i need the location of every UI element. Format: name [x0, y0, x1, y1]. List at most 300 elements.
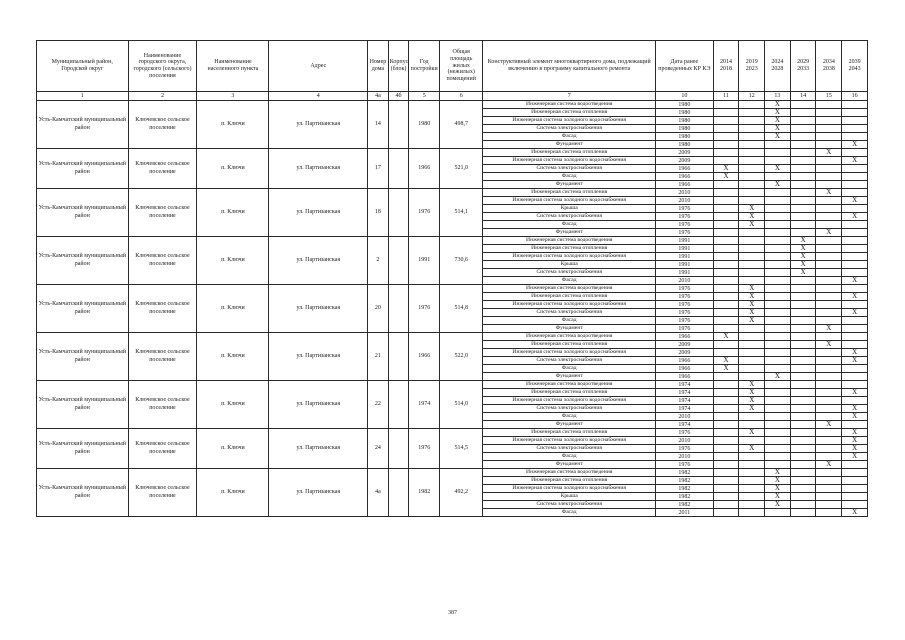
column-number: 16 [842, 92, 868, 101]
period-mark-cell [842, 461, 868, 469]
locality-cell: п. Ключи [197, 469, 269, 517]
kr-date-cell: 1966 [656, 181, 714, 189]
period-mark-cell [713, 141, 739, 149]
building-cell [388, 101, 409, 149]
period-mark-cell [739, 157, 765, 165]
col-header-address: Адрес [269, 41, 368, 92]
period-mark-cell [713, 301, 739, 309]
period-mark-cell [842, 269, 868, 277]
period-mark-cell: X [790, 261, 816, 269]
kr-date-cell: 1976 [656, 461, 714, 469]
build-year-cell: 1991 [409, 237, 440, 285]
period-mark-cell [816, 301, 842, 309]
kr-date-cell: 2010 [656, 453, 714, 461]
district-cell: Усть-Камчатский муниципальный район [37, 381, 129, 429]
period-mark-cell [790, 157, 816, 165]
col-header-period: 2029 2033 [790, 41, 816, 92]
period-mark-cell: X [790, 253, 816, 261]
kr-date-cell: 1974 [656, 389, 714, 397]
period-mark-cell: X [842, 405, 868, 413]
period-mark-cell [816, 109, 842, 117]
period-mark-cell [739, 509, 765, 517]
period-mark-cell [816, 125, 842, 133]
period-mark-cell: X [739, 317, 765, 325]
period-mark-cell [816, 269, 842, 277]
settlement-cell: Ключевское сельское поселение [128, 189, 197, 237]
kr-date-cell: 1966 [656, 165, 714, 173]
element-name-cell: Фундамент [483, 373, 656, 381]
district-cell: Усть-Камчатский муниципальный район [37, 429, 129, 469]
element-name-cell: Система электроснабжения [483, 445, 656, 453]
period-mark-cell [790, 197, 816, 205]
element-name-cell: Фасад [483, 277, 656, 285]
kr-date-cell: 1976 [656, 301, 714, 309]
build-year-cell: 1976 [409, 285, 440, 333]
col-header-build-year: Год постройки [409, 41, 440, 92]
period-mark-cell: X [842, 445, 868, 453]
kr-date-cell: 1966 [656, 373, 714, 381]
period-mark-cell [765, 389, 791, 397]
house-rows [37, 101, 868, 517]
period-mark-cell [765, 205, 791, 213]
element-name-cell: Система электроснабжения [483, 501, 656, 509]
period-mark-cell [842, 477, 868, 485]
period-mark-cell [739, 125, 765, 133]
period-mark-cell: X [790, 237, 816, 245]
element-name-cell: Фасад [483, 453, 656, 461]
settlement-cell: Ключевское сельское поселение [128, 101, 197, 149]
period-mark-cell [790, 165, 816, 173]
period-mark-cell [790, 309, 816, 317]
period-mark-cell [816, 501, 842, 509]
register-sheet [36, 40, 868, 517]
period-mark-cell [713, 421, 739, 429]
period-mark-cell: X [713, 333, 739, 341]
period-mark-cell [790, 357, 816, 365]
period-mark-cell [765, 253, 791, 261]
period-mark-cell [842, 189, 868, 197]
period-mark-cell [816, 133, 842, 141]
column-number: 3 [197, 92, 269, 101]
street-cell: ул. Партизанская [269, 429, 368, 469]
period-mark-cell [739, 245, 765, 253]
build-year-cell: 1982 [409, 469, 440, 517]
period-mark-cell [790, 109, 816, 117]
period-mark-cell [713, 477, 739, 485]
period-mark-cell [816, 349, 842, 357]
capital-repair-table [36, 40, 868, 517]
column-number: 7 [483, 92, 656, 101]
element-name-cell: Система электроснабжения [483, 357, 656, 365]
period-mark-cell: X [739, 397, 765, 405]
period-mark-cell [739, 277, 765, 285]
period-mark-cell [816, 413, 842, 421]
element-row [37, 429, 868, 437]
period-mark-cell [713, 261, 739, 269]
period-mark-cell [816, 101, 842, 109]
build-year-cell: 1976 [409, 189, 440, 237]
settlement-cell: Ключевское сельское поселение [128, 285, 197, 333]
district-cell: Усть-Камчатский муниципальный район [37, 285, 129, 333]
period-mark-cell: X [842, 413, 868, 421]
header-row [37, 41, 868, 92]
period-mark-cell: X [765, 101, 791, 109]
period-mark-cell [790, 493, 816, 501]
column-number: 12 [739, 92, 765, 101]
period-mark-cell: X [713, 357, 739, 365]
period-mark-cell: X [816, 189, 842, 197]
period-mark-cell [790, 149, 816, 157]
period-mark-cell [739, 117, 765, 125]
element-name-cell: Инженерная система водоотведения [483, 333, 656, 341]
period-mark-cell [739, 181, 765, 189]
period-mark-cell [739, 437, 765, 445]
kr-date-cell: 1980 [656, 125, 714, 133]
build-year-cell: 1980 [409, 101, 440, 149]
element-name-cell: Инженерная система холодного водоснабжения [483, 437, 656, 445]
element-name-cell: Фасад [483, 317, 656, 325]
period-mark-cell: X [765, 125, 791, 133]
kr-date-cell: 1976 [656, 229, 714, 237]
period-mark-cell [816, 277, 842, 285]
period-mark-cell [790, 349, 816, 357]
element-name-cell: Инженерная система отопления [483, 477, 656, 485]
column-number: 2 [128, 92, 197, 101]
col-header-building: Корпус (блок) [388, 41, 409, 92]
period-mark-cell [765, 261, 791, 269]
period-mark-cell [790, 229, 816, 237]
period-mark-cell [790, 101, 816, 109]
kr-date-cell: 1976 [656, 213, 714, 221]
kr-date-cell: 2009 [656, 157, 714, 165]
period-mark-cell [842, 397, 868, 405]
period-mark-cell [713, 501, 739, 509]
period-mark-cell [765, 213, 791, 221]
period-mark-cell: X [739, 429, 765, 437]
period-mark-cell [765, 413, 791, 421]
period-mark-cell [739, 237, 765, 245]
building-cell [388, 285, 409, 333]
period-mark-cell [765, 301, 791, 309]
element-name-cell: Крыша [483, 261, 656, 269]
period-mark-cell [713, 397, 739, 405]
period-mark-cell [765, 197, 791, 205]
period-mark-cell: X [765, 373, 791, 381]
house-number-cell: 18 [368, 189, 389, 237]
period-mark-cell [816, 197, 842, 205]
build-year-cell: 1966 [409, 333, 440, 381]
street-cell: ул. Партизанская [269, 285, 368, 333]
element-name-cell: Инженерная система холодного водоснабжения [483, 253, 656, 261]
kr-date-cell: 1974 [656, 421, 714, 429]
column-number: 4 [269, 92, 368, 101]
period-mark-cell [842, 285, 868, 293]
period-mark-cell [842, 245, 868, 253]
element-name-cell: Инженерная система холодного водоснабжения [483, 117, 656, 125]
locality-cell: п. Ключи [197, 333, 269, 381]
period-mark-cell [790, 501, 816, 509]
settlement-cell: Ключевское сельское поселение [128, 469, 197, 517]
element-row [37, 237, 868, 245]
kr-date-cell: 1991 [656, 253, 714, 261]
kr-date-cell: 2009 [656, 341, 714, 349]
period-mark-cell [842, 125, 868, 133]
element-name-cell: Фасад [483, 173, 656, 181]
house-number-cell: 2 [368, 237, 389, 285]
period-mark-cell [790, 405, 816, 413]
period-mark-cell: X [713, 165, 739, 173]
element-row [37, 381, 868, 389]
period-mark-cell [713, 317, 739, 325]
period-mark-cell [765, 421, 791, 429]
kr-date-cell: 1974 [656, 381, 714, 389]
kr-date-cell: 1991 [656, 269, 714, 277]
period-mark-cell [790, 413, 816, 421]
building-cell [388, 469, 409, 517]
period-mark-cell [842, 229, 868, 237]
element-name-cell: Фасад [483, 509, 656, 517]
period-mark-cell [739, 365, 765, 373]
period-mark-cell [713, 373, 739, 381]
period-mark-cell [816, 293, 842, 301]
settlement-cell: Ключевское сельское поселение [128, 237, 197, 285]
kr-date-cell: 1976 [656, 205, 714, 213]
element-name-cell: Фасад [483, 413, 656, 421]
period-mark-cell [816, 317, 842, 325]
kr-date-cell: 1982 [656, 501, 714, 509]
kr-date-cell: 1982 [656, 485, 714, 493]
locality-cell: п. Ключи [197, 381, 269, 429]
element-row [37, 101, 868, 109]
period-mark-cell [713, 509, 739, 517]
period-mark-cell [842, 501, 868, 509]
kr-date-cell: 1974 [656, 397, 714, 405]
kr-date-cell: 1976 [656, 293, 714, 301]
kr-date-cell: 1980 [656, 141, 714, 149]
street-cell: ул. Партизанская [269, 237, 368, 285]
period-mark-cell [816, 397, 842, 405]
house-number-cell: 20 [368, 285, 389, 333]
period-mark-cell [739, 325, 765, 333]
area-cell: 521,0 [440, 149, 483, 189]
period-mark-cell: X [816, 149, 842, 157]
column-number: 6 [440, 92, 483, 101]
element-name-cell: Фундамент [483, 461, 656, 469]
period-mark-cell [713, 461, 739, 469]
period-mark-cell [790, 205, 816, 213]
period-mark-cell [713, 285, 739, 293]
column-number: 5 [409, 92, 440, 101]
period-mark-cell [739, 261, 765, 269]
period-mark-cell [816, 509, 842, 517]
kr-date-cell: 1980 [656, 109, 714, 117]
period-mark-cell: X [842, 437, 868, 445]
period-mark-cell: X [790, 245, 816, 253]
period-mark-cell [713, 157, 739, 165]
period-mark-cell: X [842, 293, 868, 301]
element-name-cell: Фундамент [483, 181, 656, 189]
kr-date-cell: 1991 [656, 237, 714, 245]
element-name-cell: Система электроснабжения [483, 213, 656, 221]
period-mark-cell [765, 189, 791, 197]
period-mark-cell [739, 189, 765, 197]
settlement-cell: Ключевское сельское поселение [128, 429, 197, 469]
locality-cell: п. Ключи [197, 189, 269, 237]
period-mark-cell [842, 373, 868, 381]
period-mark-cell [713, 125, 739, 133]
period-mark-cell [816, 381, 842, 389]
period-mark-cell: X [765, 117, 791, 125]
period-mark-cell [842, 149, 868, 157]
period-mark-cell [790, 421, 816, 429]
area-cell: 522,0 [440, 333, 483, 381]
period-mark-cell [739, 173, 765, 181]
area-cell: 514,5 [440, 429, 483, 469]
element-name-cell: Инженерная система отопления [483, 293, 656, 301]
area-cell: 492,2 [440, 469, 483, 517]
element-name-cell: Инженерная система отопления [483, 245, 656, 253]
element-name-cell: Инженерная система холодного водоснабжения [483, 157, 656, 165]
period-mark-cell: X [713, 173, 739, 181]
period-mark-cell [765, 141, 791, 149]
period-mark-cell [790, 333, 816, 341]
period-mark-cell [765, 245, 791, 253]
period-mark-cell [765, 269, 791, 277]
kr-date-cell: 2009 [656, 149, 714, 157]
period-mark-cell [713, 189, 739, 197]
period-mark-cell [765, 293, 791, 301]
column-number: 4а [368, 92, 389, 101]
period-mark-cell [816, 429, 842, 437]
period-mark-cell: X [739, 221, 765, 229]
col-header-house-number: Номер дома [368, 41, 389, 92]
period-mark-cell [842, 181, 868, 189]
element-name-cell: Фасад [483, 365, 656, 373]
kr-date-cell: 2010 [656, 437, 714, 445]
period-mark-cell [713, 341, 739, 349]
period-mark-cell [842, 493, 868, 501]
period-mark-cell: X [842, 213, 868, 221]
period-mark-cell [842, 381, 868, 389]
period-mark-cell [713, 245, 739, 253]
element-name-cell: Инженерная система водоотведения [483, 469, 656, 477]
element-row [37, 149, 868, 157]
period-mark-cell [790, 373, 816, 381]
period-mark-cell [765, 461, 791, 469]
period-mark-cell [842, 317, 868, 325]
period-mark-cell [739, 109, 765, 117]
period-mark-cell [765, 317, 791, 325]
period-mark-cell [816, 477, 842, 485]
period-mark-cell [739, 501, 765, 509]
period-mark-cell [790, 317, 816, 325]
element-name-cell: Система электроснабжения [483, 309, 656, 317]
period-mark-cell [739, 229, 765, 237]
period-mark-cell [790, 437, 816, 445]
element-name-cell: Инженерная система холодного водоснабжения [483, 197, 656, 205]
col-header-area: Общая площадь жилых (нежилых) помещений [440, 41, 483, 92]
district-cell: Усть-Камчатский муниципальный район [37, 189, 129, 237]
period-mark-cell [816, 309, 842, 317]
kr-date-cell: 1976 [656, 325, 714, 333]
period-mark-cell: X [765, 109, 791, 117]
col-header-period: 2014 2018 [713, 41, 739, 92]
street-cell: ул. Партизанская [269, 101, 368, 149]
period-mark-cell [739, 357, 765, 365]
column-number: 1 [37, 92, 129, 101]
period-mark-cell [713, 237, 739, 245]
kr-date-cell: 2011 [656, 509, 714, 517]
period-mark-cell [842, 117, 868, 125]
build-year-cell: 1974 [409, 381, 440, 429]
kr-date-cell: 2010 [656, 189, 714, 197]
period-mark-cell [790, 429, 816, 437]
period-mark-cell [713, 309, 739, 317]
period-mark-cell [842, 109, 868, 117]
period-mark-cell: X [739, 405, 765, 413]
element-name-cell: Инженерная система отопления [483, 429, 656, 437]
building-cell [388, 189, 409, 237]
period-mark-cell [713, 405, 739, 413]
element-name-cell: Крыша [483, 205, 656, 213]
period-mark-cell [765, 437, 791, 445]
column-number: 11 [713, 92, 739, 101]
period-mark-cell [790, 325, 816, 333]
period-mark-cell [765, 157, 791, 165]
period-mark-cell [713, 221, 739, 229]
kr-date-cell: 1976 [656, 429, 714, 437]
period-mark-cell [739, 341, 765, 349]
period-mark-cell [842, 173, 868, 181]
kr-date-cell: 1976 [656, 317, 714, 325]
period-mark-cell [713, 277, 739, 285]
kr-date-cell: 1976 [656, 221, 714, 229]
period-mark-cell [765, 349, 791, 357]
period-mark-cell [816, 157, 842, 165]
period-mark-cell [842, 101, 868, 109]
period-mark-cell [816, 445, 842, 453]
kr-date-cell: 2010 [656, 197, 714, 205]
period-mark-cell [842, 301, 868, 309]
period-mark-cell [765, 397, 791, 405]
building-cell [388, 237, 409, 285]
period-mark-cell [765, 229, 791, 237]
page-number: 387 [448, 610, 457, 616]
period-mark-cell [790, 133, 816, 141]
column-number-row [37, 92, 868, 101]
period-mark-cell [842, 469, 868, 477]
build-year-cell: 1976 [409, 429, 440, 469]
period-mark-cell [765, 325, 791, 333]
period-mark-cell: X [842, 509, 868, 517]
building-cell [388, 381, 409, 429]
area-cell: 514,0 [440, 381, 483, 429]
element-name-cell: Система электроснабжения [483, 165, 656, 173]
element-name-cell: Система электроснабжения [483, 405, 656, 413]
element-name-cell: Инженерная система холодного водоснабжения [483, 485, 656, 493]
element-name-cell: Инженерная система отопления [483, 189, 656, 197]
period-mark-cell [790, 213, 816, 221]
period-mark-cell: X [842, 429, 868, 437]
period-mark-cell [816, 373, 842, 381]
element-name-cell: Инженерная система отопления [483, 341, 656, 349]
period-mark-cell [842, 165, 868, 173]
period-mark-cell [816, 357, 842, 365]
period-mark-cell [816, 453, 842, 461]
period-mark-cell [739, 269, 765, 277]
period-mark-cell: X [739, 389, 765, 397]
col-header-kr-date: Дата ранее проведенных КР КЭ [656, 41, 714, 92]
